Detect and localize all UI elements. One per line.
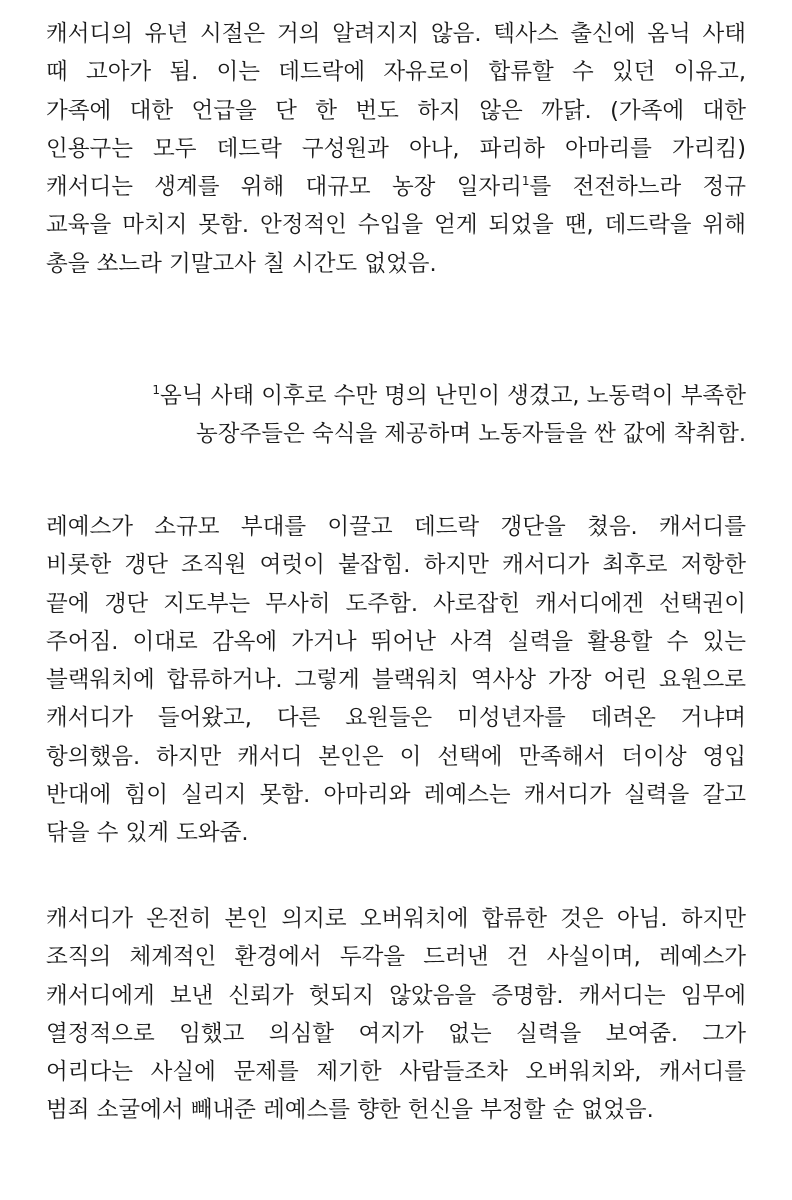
text-line: 어리다는 사실에 문제를 제기한 사람들조차 오버워치와, 캐서디를 (46, 1059, 746, 1086)
text-line-with-footnote (46, 168, 746, 206)
text-line: 캐서디에게 보낸 신뢰가 헛되지 않았음을 증명함. 캐서디는 임무에 (46, 982, 746, 1009)
text-line: 캐서디가 온전히 본인 의지로 오버워치에 합류한 것은 아님. 하지만 (46, 906, 746, 932)
paragraph-childhood (46, 15, 746, 283)
text-line: 반대에 힘이 실리지 못함. 아마리와 레예스는 캐서디가 실력을 갈고 (46, 782, 746, 809)
text-line: 때 고아가 됨. 이는 데드락에 자유로이 합류할 수 있던 이유고, (46, 59, 746, 86)
text-line: 교육을 마치지 못함. 안정적인 수입을 얻게 되었을 땐, 데드락을 위해 (46, 212, 746, 239)
footnote-marker: 1 (521, 174, 530, 189)
text-line: 캐서디가 들어왔고, 다른 요원들은 미성년자를 데려온 거냐며 (46, 705, 746, 732)
text-line: 끝에 갱단 지도부는 무사히 도주함. 사로잡힌 캐서디에겐 선택권이 (46, 590, 746, 617)
text-line: 조직의 체계적인 환경에서 두각을 드러낸 건 사실이며, 레예스가 (46, 944, 746, 971)
paragraph-overwatch (46, 900, 746, 1130)
text-segment: 캐서디는 생계를 위해 대규모 농장 일자리 (46, 174, 522, 201)
text-line: 인용구는 모두 데드락 구성원과 아나, 파리하 아마리를 가리킴) (46, 135, 746, 162)
text-line: 캐서디의 유년 시절은 거의 알려지지 않음. 텍사스 출신에 옴닉 사태 (46, 21, 746, 47)
text-line: 총을 쏘느라 기말고사 칠 시간도 없었음. (46, 250, 437, 277)
text-line: 닦을 수 있게 도와줌. (46, 820, 249, 847)
text-line: 가족에 대한 언급을 단 한 번도 하지 않은 까닭. (가족에 대한 (46, 97, 746, 124)
footnote-marker: 1 (152, 383, 160, 397)
footnote-text: 옴닉 사태 이후로 수만 명의 난민이 생겼고, 노동력이 부족한 (159, 383, 746, 409)
text-line: 범죄 소굴에서 빼내준 레예스를 향한 헌신을 부정할 순 없었음. (46, 1097, 654, 1124)
text-line: 레예스가 소규모 부대를 이끌고 데드락 갱단을 쳤음. 캐서디를 (46, 514, 746, 540)
text-line: 블랙워치에 합류하거나. 그렇게 블랙워치 역사상 가장 어린 요원으로 (46, 667, 746, 694)
text-line: 열정적으로 임했고 의심할 여지가 없는 실력을 보여줌. 그가 (46, 1020, 746, 1047)
text-line: 비롯한 갱단 조직원 여럿이 붙잡힘. 하지만 캐서디가 최후로 저항한 (46, 552, 746, 579)
text-segment: 를 전전하느라 정규 (529, 174, 746, 201)
text-line: 주어짐. 이대로 감옥에 가거나 뛰어난 사격 실력을 활용할 수 있는 (46, 628, 746, 655)
paragraph-blackwatch (46, 508, 746, 853)
text-line: 항의했음. 하지만 캐서디 본인은 이 선택에 만족해서 더이상 영입 (46, 743, 746, 770)
footnote (126, 377, 746, 454)
footnote-line: 농장주들은 숙식을 제공하며 노동자들을 싼 값에 착취함. (196, 421, 746, 448)
footnote-line (126, 377, 746, 415)
